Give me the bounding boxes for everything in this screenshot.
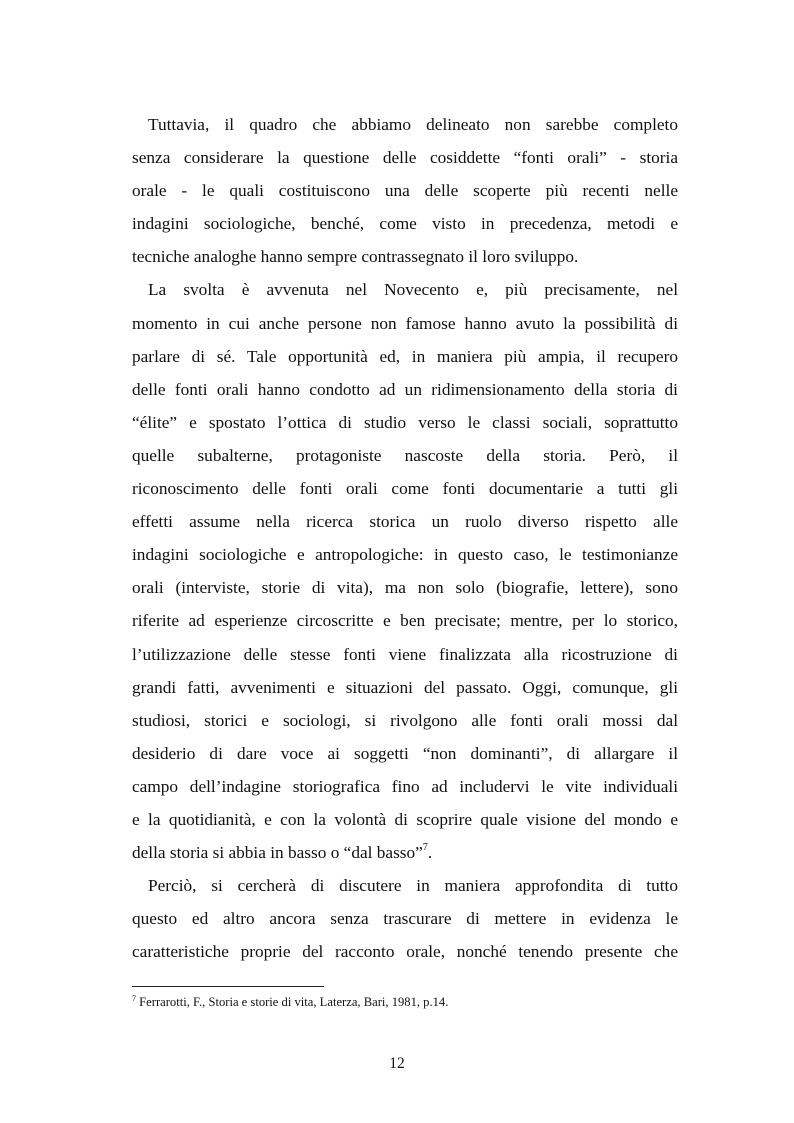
footnote-text: Ferrarotti, F., Storia e storie di vita, Laterza, Bari, 1981, p.14.	[139, 995, 449, 1009]
text-line-with-footnote-ref	[132, 836, 678, 869]
text-line: riferite ad esperienze circoscritte e ben precisate; mentre, per lo storico,	[132, 611, 678, 631]
page-number: 12	[389, 1055, 405, 1072]
paragraph-3	[132, 869, 678, 968]
text-line: orali (interviste, storie di vita), ma non solo (biografie, lettere), sono	[132, 578, 678, 598]
text-line: indagini sociologiche, benché, come visto in precedenza, metodi e	[132, 214, 678, 234]
text-line: e la quotidianità, e con la volontà di scoprire quale visione del mondo e	[132, 809, 678, 829]
text-line: “élite” e spostato l’ottica di studio verso le classi sociali, soprattutto	[132, 412, 678, 432]
text-line: l’utilizzazione delle stesse fonti viene finalizzata alla ricostruzione di	[132, 644, 678, 664]
text-line: quelle subalterne, protagoniste nascoste della storia. Però, il	[132, 445, 678, 465]
text-line: indagini sociologiche e antropologiche: in questo caso, le testimonianze	[132, 545, 678, 565]
paragraph-2	[132, 273, 678, 869]
sentence-end: .	[427, 843, 433, 863]
text-line: delle fonti orali hanno condotto ad un ridimensionamento della storia di	[132, 379, 678, 399]
text-line: Tuttavia, il quadro che abbiamo delineato non sarebbe completo	[148, 115, 678, 134]
paragraph-1	[132, 108, 678, 273]
text-line: campo dell’indagine storiografica fino ad includervi le vite individuali	[132, 776, 678, 796]
text-line: tecniche analoghe hanno sempre contrassegnato il loro sviluppo.	[132, 247, 579, 267]
footnote-number: 7	[132, 994, 136, 1003]
text-line: riconoscimento delle fonti orali come fonti documentarie a tutti gli	[132, 479, 678, 499]
text-segment: della storia si abbia in basso o “dal basso”	[132, 843, 423, 863]
text-line: grandi fatti, avvenimenti e situazioni del passato. Oggi, comunque, gli	[132, 677, 678, 697]
text-line: studiosi, storici e sociologi, si rivolgono alle fonti orali mossi dal	[132, 710, 678, 730]
text-line: orale - le quali costituiscono una delle scoperte più recenti nelle	[132, 181, 678, 201]
footnote-reference[interactable]: 7	[422, 842, 428, 854]
text-line: questo ed altro ancora senza trascurare di mettere in evidenza le	[132, 909, 678, 929]
text-line: desiderio di dare voce ai soggetti “non dominanti”, di allargare il	[132, 743, 678, 763]
footnote-divider	[132, 986, 324, 987]
text-line: caratteristiche proprie del racconto orale, nonché tenendo presente che	[132, 942, 678, 962]
body-text	[132, 108, 678, 968]
text-line: Perciò, si cercherà di discutere in maniera approfondita di tutto	[148, 876, 678, 896]
text-line: effetti assume nella ricerca storica un ruolo diverso rispetto alle	[132, 512, 678, 532]
text-line: senza considerare la questione delle cosiddette “fonti orali” - storia	[132, 148, 678, 168]
text-line: parlare di sé. Tale opportunità ed, in maniera più ampia, il recupero	[132, 346, 678, 366]
text-line: momento in cui anche persone non famose hanno avuto la possibilità di	[132, 313, 678, 333]
footnote	[132, 994, 692, 1010]
text-line: La svolta è avvenuta nel Novecento e, più precisamente, nel	[148, 280, 678, 300]
